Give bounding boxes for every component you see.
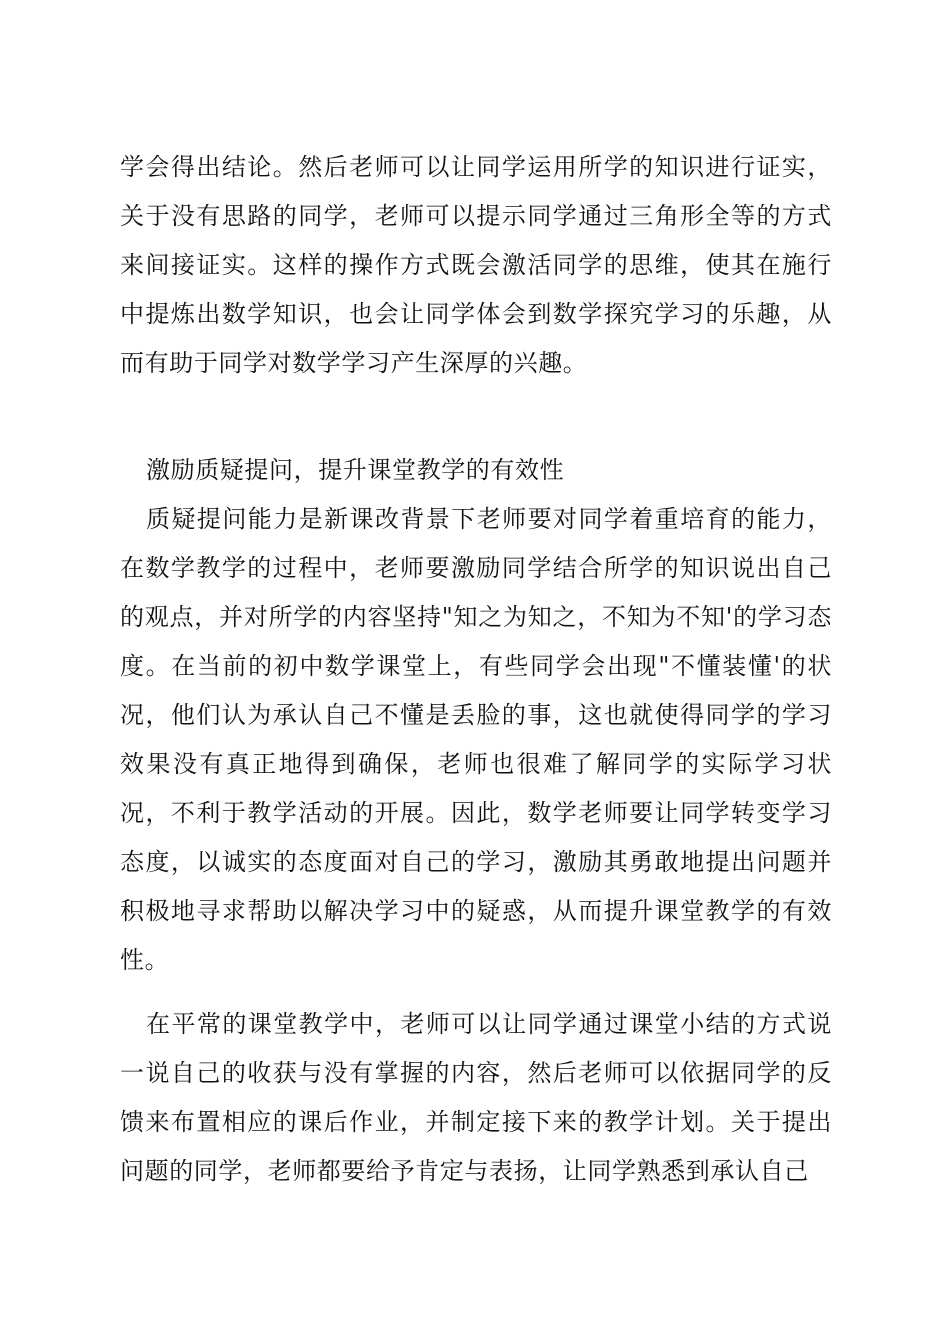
paragraph-questioning: 质疑提问能力是新课改背景下老师要对同学着重培育的能力，在数学教学的过程中，老师要激励同学结合所学的知识说出自己的观点，并对所学的内容坚持"知之为知之，不知为不知'的学习态度。在当前的初中数学课堂上，有些同学会出现"不懂装懂'的状况，他们认为承认自己不懂是丢脸的事，这也就使得同学的学习效果没有真正地得到确保，老师也很难了解同学的实际学习状况，不利于教学活动的开展。因此，数学老师要让同学转变学习态度，以诚实的态度面对自己的学习，激励其勇敢地提出问题并积极地寻求帮助以解决学习中的疑惑，从而提升课堂教学的有效性。 [120,505,832,974]
section-heading: 激励质疑提问，提升课堂教学的有效性 [146,456,565,484]
paragraph-continuation: 学会得出结论。然后老师可以让同学运用所学的知识进行证实，关于没有思路的同学，老师可以提示同学通过三角形全等的方式来间接证实。这样的操作方式既会激活同学的思维，使其在施行中提炼出数学知识，也会让同学体会到数学探究学习的乐趣，从而有助于同学对数学学习产生深厚的兴趣。 [120,153,832,377]
paragraph-classroom-summary: 在平常的课堂教学中，老师可以让同学通过课堂小结的方式说一说自己的收获与没有掌握的内容，然后老师可以依据同学的反馈来布置相应的课后作业，并制定接下来的教学计划。关于提出问题的同学，老师都要给予肯定与表扬，让同学熟悉到承认自己 [120,1010,832,1185]
